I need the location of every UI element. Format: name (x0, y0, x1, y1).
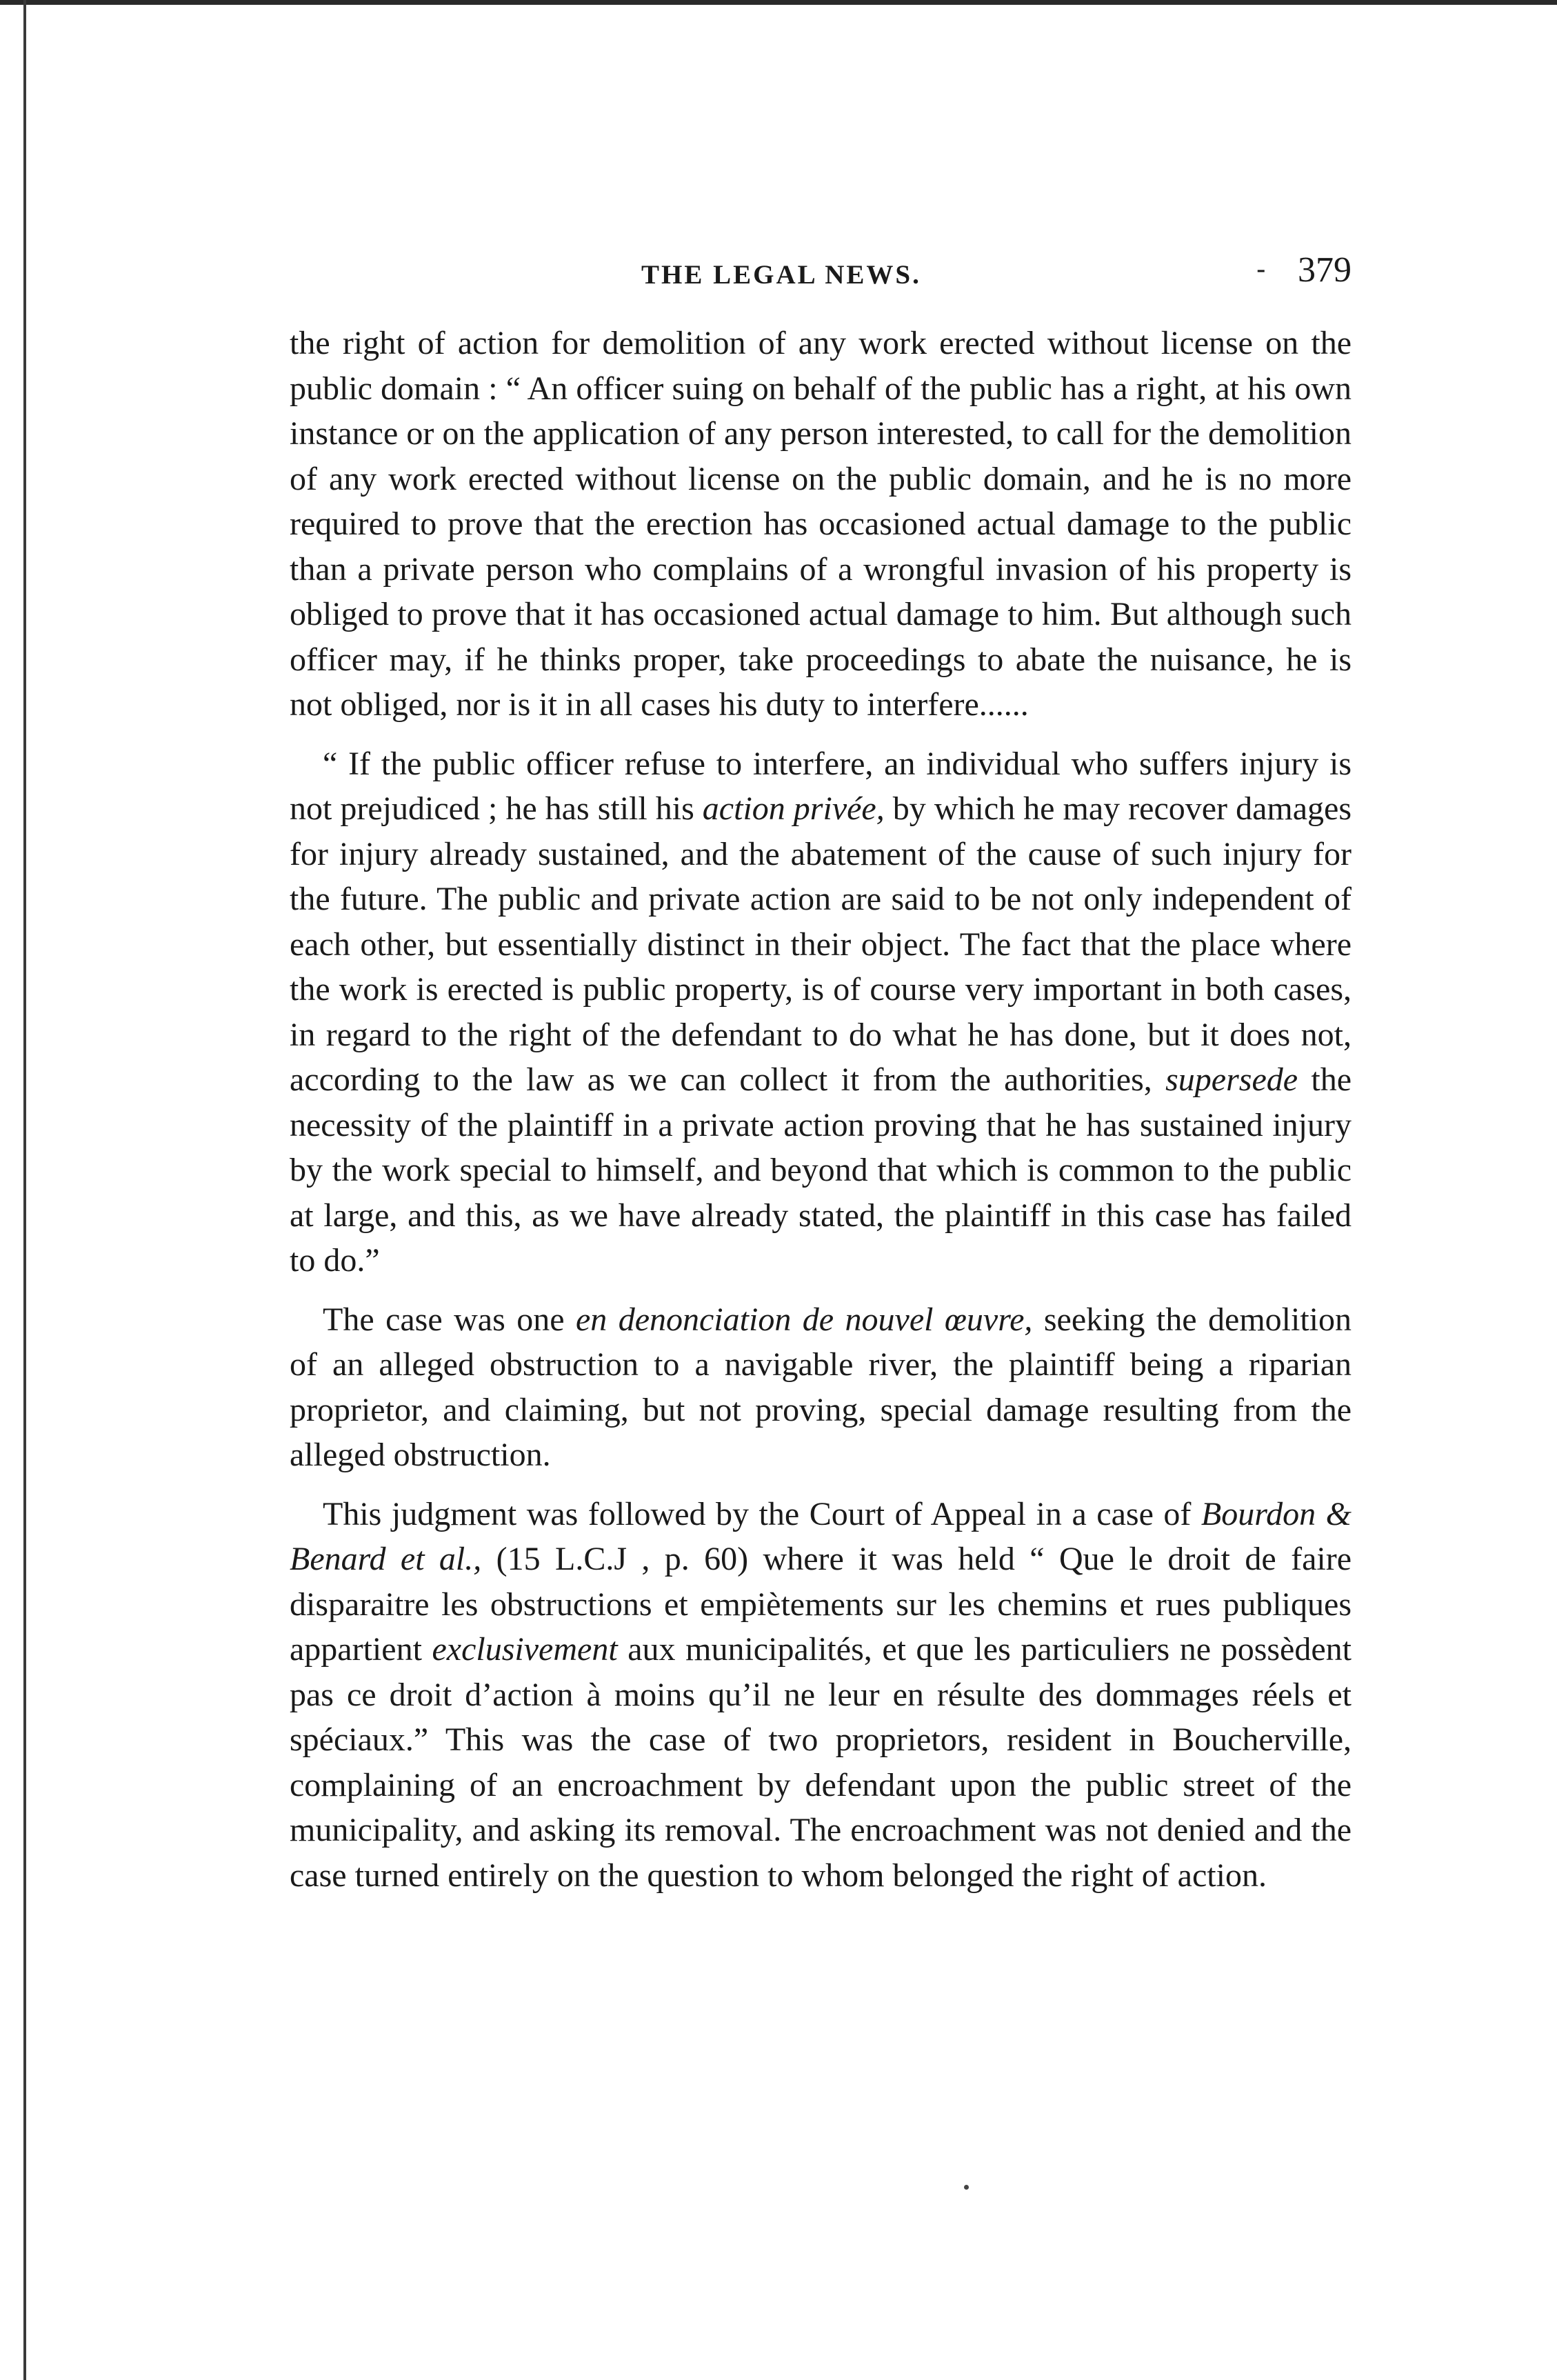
journal-title: THE LEGAL NEWS. (641, 260, 921, 290)
text-run: by which he may recover damages for injury already sustained, and the abatement of the cause of such injury for the future. The public and private action are said to be not only independent of each other, but essentially distinct in their object. The fact that the place where the work is erected is public property, is of course very important in both cases, in regard to the right of the defendant to do what he has done, but it does not, according to the law as we can collect it from the authorities, (290, 790, 1352, 1098)
italic-text-run: en denonciation de nouvel œuvre, (575, 1301, 1033, 1338)
italic-text-run: exclusivement (432, 1631, 618, 1668)
article-body (290, 321, 1352, 1912)
italic-text-run: action privée, (702, 790, 885, 827)
text-run: aux municipalités, et que les particuliers ne possèdent pas ce droit d’action à moins qu’il ne leur en résulte des dommages réels et spéciaux.” This was the case of two proprietors, resident in Boucherville, complaining of an encroachment by defendant upon the public street of the municipality, and asking its removal. The encroachment was not denied and the case turned entirely on the question to whom belonged the right of action. (290, 1631, 1352, 1894)
text-run: seeking the demolition of an alleged obstruction to a navigable river, the plaintiff being a riparian proprietor, and claiming, but not proving, special damage resulting from the alleged obstruction. (290, 1301, 1352, 1473)
text-run: “ If the public officer refuse to interfere, an individual who suffers injury is not prejudiced ; he has still his (290, 745, 1352, 827)
italic-text-run: supersede (1165, 1061, 1298, 1098)
page-number: 379 (1298, 250, 1352, 290)
header-dash: - (1256, 254, 1266, 286)
text-run: the necessity of the plaintiff in a private action proving that he has sustained injury by the work special to himself, and beyond that which is common to the public at large, and this, as we have already stated, the plaintiff in this case has failed to do.” (290, 1061, 1352, 1279)
top-border-rule (0, 0, 1557, 5)
text-run: (15 L.C.J , p. 60) where it was held “ Que le droit de faire disparaitre les obstructions et empiètements sur les chemins et rues publiques appartient (290, 1541, 1352, 1668)
paragraph-4 (290, 1492, 1352, 1899)
text-run: the right of action for demolition of any work erected without license on the public domain : “ An officer suing on behalf of the public has a right, at his own instance or on the application of any person interested, to call for the demolition of any work erected without license on the public domain, and he is no more required to prove that the erection has occasioned actual damage to the public than a private person who complains of a wrongful invasion of his property is obliged to prove that it has occasioned actual damage to him. But although such officer may, if he thinks proper, take proceedings to abate the nuisance, he is not obliged, nor is it in all cases his duty to interfere...... (290, 325, 1352, 723)
paragraph-3 (290, 1297, 1352, 1478)
italic-text-run: Bourdon & Benard et al., (290, 1495, 1352, 1577)
running-header (290, 250, 1352, 298)
printer-mark (964, 2185, 969, 2190)
text-run: This judgment was followed by the Court of Appeal in a case of (323, 1495, 1201, 1532)
paragraph-1 (290, 321, 1352, 728)
left-margin-rule (23, 0, 26, 2380)
paragraph-2 (290, 741, 1352, 1283)
text-run: The case was one (323, 1301, 576, 1338)
